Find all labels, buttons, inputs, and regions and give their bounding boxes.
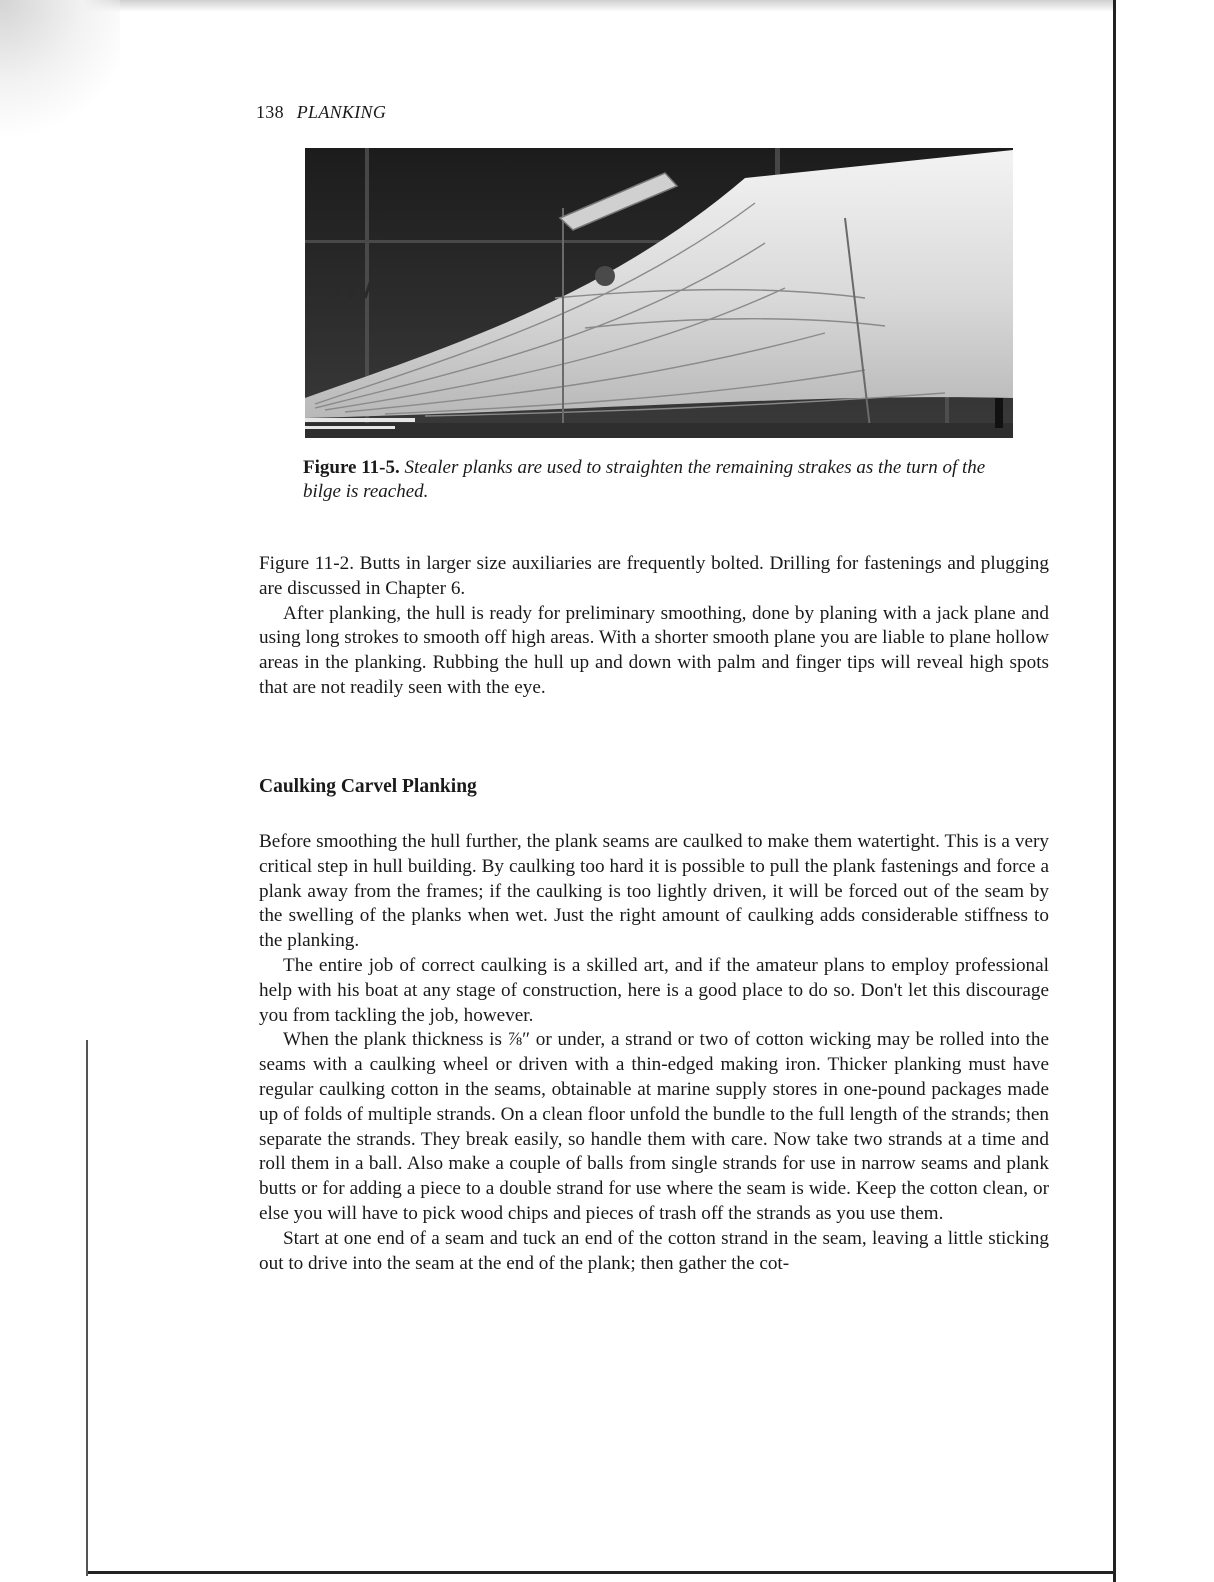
paragraph: After planking, the hull is ready for preliminary smoothing, done by planing with a jack plane and using long strokes to smooth off high areas. With a shorter smooth plane you are liable to plane hollow areas in the planking. Rubbing the hull up and down with palm and finger tips will reveal high spots that are not readily seen with the eye. <box>259 602 1049 698</box>
paragraph: Figure 11-2. Butts in larger size auxiliaries are frequently bolted. Drilling for fastenings and plugging are discussed in Chapter 6. <box>259 553 1049 599</box>
figure-label: Figure 11-5. <box>303 457 400 478</box>
scan-right-margin <box>1116 0 1214 1582</box>
paragraph: When the plank thickness is ⅞″ or under, a strand or two of cotton wicking may be rolled into the seams with a caulking wheel or driven with a thin-edged making iron. Thicker planking must have regular caulking cotton in the seams, obtainable at marine supply stores in one-pound packages made up of folds of multiple strands. On a clean floor unfold the bundle to the full length of the strands; then separate the strands. They break easily, so handle them with care. Now take two strands at a time and roll them in a ball. Also make a couple of balls from single strands for use in narrow seams and plank butts or for adding a piece to a double strand for use where the seam is wide. Keep the cotton clean, or else you will have to pick wood chips and pieces of trash off the strands as you use them. <box>259 1029 1049 1224</box>
running-head <box>256 102 386 123</box>
section-heading: Caulking Carvel Planking <box>259 776 477 797</box>
page-number: 138 <box>256 102 284 122</box>
scan-top-edge <box>0 0 1214 12</box>
paragraph: Before smoothing the hull further, the plank seams are caulked to make them watertight. This is a very critical step in hull building. By caulking too hard it is possible to pull the plank fastenings and force a plank away from the frames; if the caulking is too lightly driven, it will be forced out of the seam by the swelling of the planks when wet. Just the right amount of caulking adds considerable stiffness to the planking. <box>259 831 1049 952</box>
figure-caption-text: Stealer planks are used to straighten the remaining strakes as the turn of the bilge is reached. <box>303 457 986 502</box>
running-head-title: PLANKING <box>296 102 387 122</box>
scan-left-edge <box>86 1040 88 1576</box>
figure-caption <box>303 456 1023 504</box>
scan-right-edge <box>1113 0 1116 1582</box>
hull-planking-photo <box>305 148 1013 438</box>
scan-corner-shadow <box>0 0 120 140</box>
scan-bottom-edge <box>86 1571 1116 1574</box>
paragraph: Start at one end of a seam and tuck an end of the cotton strand in the seam, leaving a little sticking out to drive into the seam at the end of the plank; then gather the cot- <box>259 1227 1049 1274</box>
intro-text <box>259 552 1049 701</box>
paragraph: The entire job of correct caulking is a skilled art, and if the amateur plans to employ professional help with his boat at any stage of construction, here is a good place to do so. Don't let this discourage you from tackling the job, however. <box>259 954 1049 1026</box>
section-text <box>259 830 1049 1276</box>
